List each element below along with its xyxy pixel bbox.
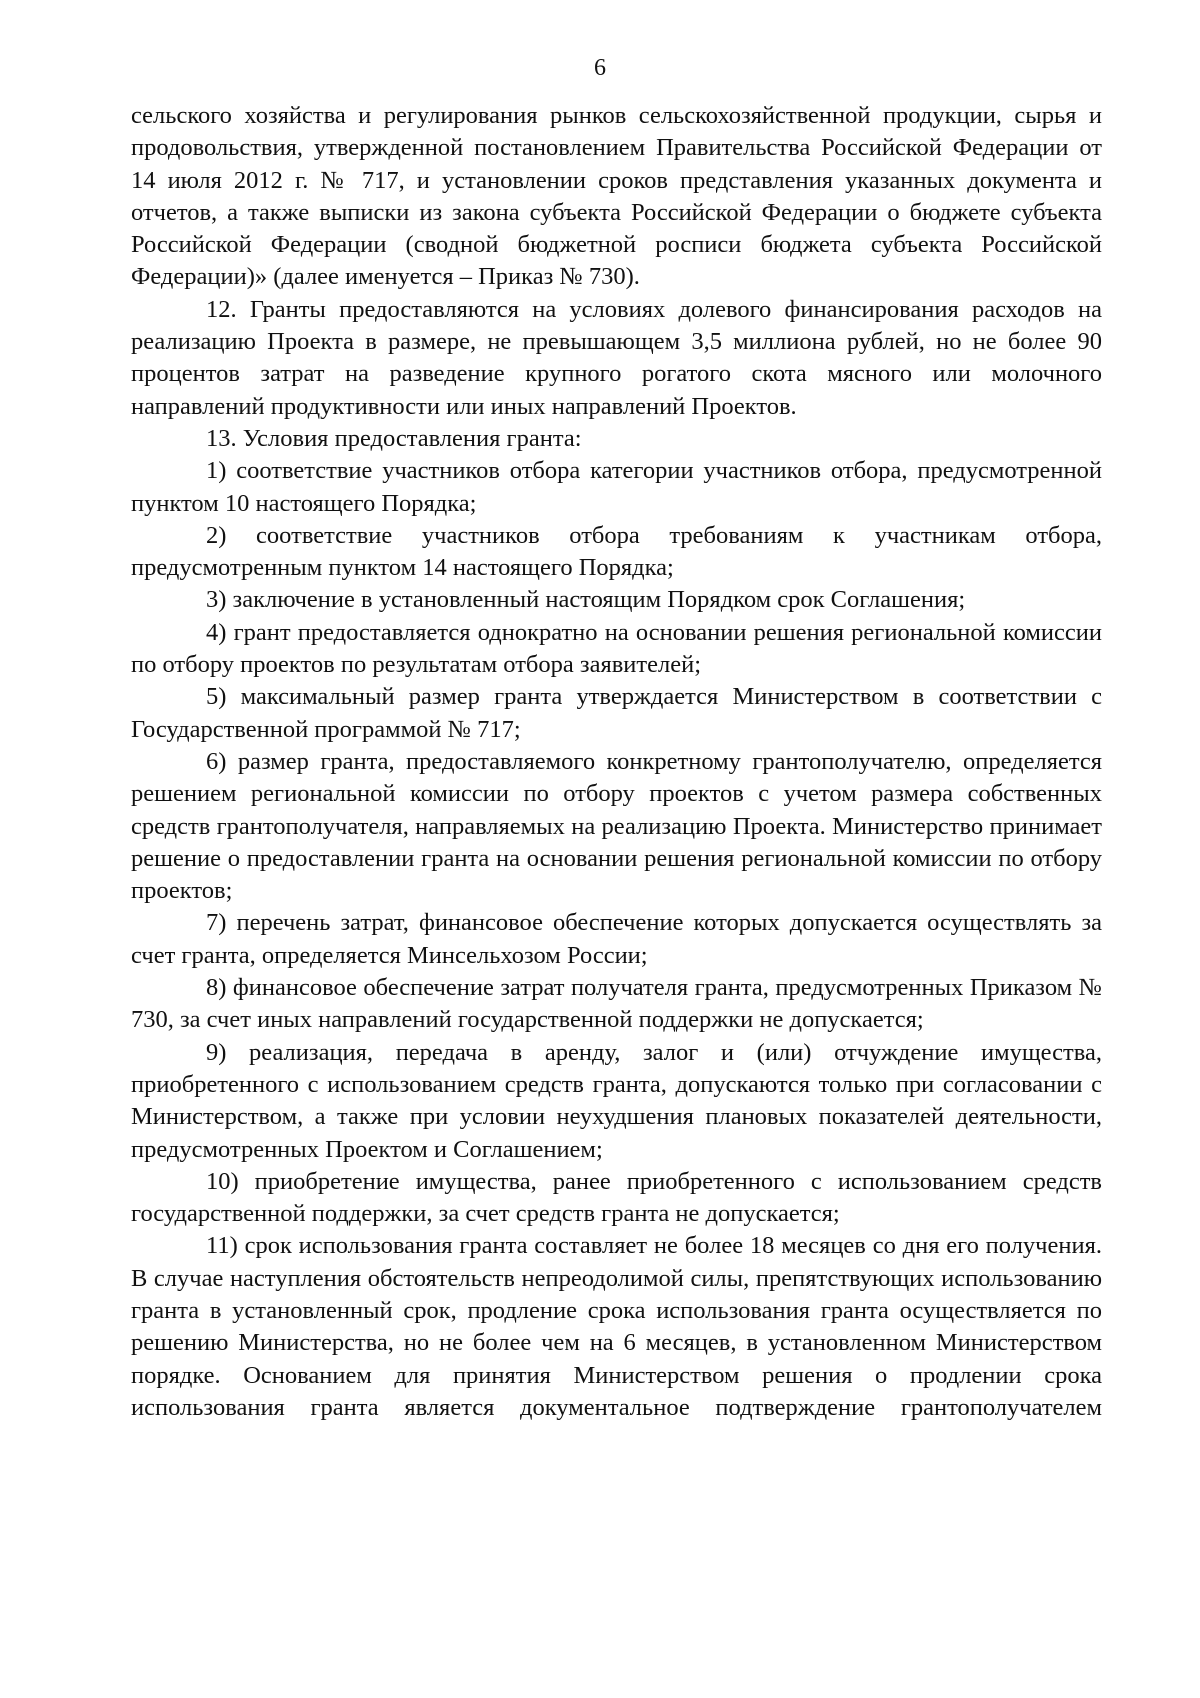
condition-6: 6) размер гранта, предоставляемого конкретному грантополучателю, определяется решением региональной комиссии по отбору проектов с учетом размера собственных средств грантополучателя, направляемых на реализацию Проекта. Министерство принимает решение о предоставлении гранта на основании решения региональной комиссии по отбору проектов;	[131, 747, 1102, 905]
condition-10: 10) приобретение имущества, ранее приобретенного с использованием средств государственной поддержки, за счет средств гранта не допускается;	[131, 1167, 1102, 1228]
condition-11: 11) срок использования гранта составляет не более 18 месяцев со дня его получения. В случае наступления обстоятельств непреодолимой силы, препятствующих использованию гранта в установленный срок, продление срока использования гранта осуществляется по решению Министерства, но не более чем на 6 месяцев, в установленном Министерством порядке. Основанием для принятия Министерством решения о продлении срока использования гранта является документальное подтверждение грантополучателем	[131, 1232, 1102, 1421]
condition-3: 3) заключение в установленный настоящим Порядком срок Соглашения;	[206, 586, 966, 614]
paragraph-12: 12. Гранты предоставляются на условиях долевого финансирования расходов на реализацию Проекта в размере, не превышающем 3,5 миллиона рублей, но не более 90 процентов затрат на разведение крупного рогатого скота мясного или молочного направлений продуктивности или иных направлений Проектов.	[131, 295, 1102, 420]
page-number: 6	[594, 55, 606, 81]
condition-8: 8) финансовое обеспечение затрат получателя гранта, предусмотренных Приказом № 730, за счет иных направлений государственной поддержки не допускается;	[131, 974, 1102, 1034]
condition-1: 1) соответствие участников отбора категории участников отбора, предусмотренной пунктом 10 настоящего Порядка;	[131, 457, 1102, 517]
condition-4: 4) грант предоставляется однократно на основании решения региональной комиссии по отбору проектов по результатам отбора заявителей;	[131, 618, 1102, 679]
paragraph-continuation: сельского хозяйства и регулирования рынков сельскохозяйственной продукции, сырья и продовольствия, утвержденной постановлением Правительства Российской Федерации от 14 июля 2012 г. № 717, и установлении сроков представления указанных документа и отчетов, а также выписки из закона субъекта Российской Федерации о бюджете субъекта Российской Федерации (сводной бюджетной росписи бюджета субъекта Российской Федерации)» (далее именуется – Приказ № 730).	[131, 102, 1102, 291]
condition-9: 9) реализация, передача в аренду, залог и (или) отчуждение имущества, приобретенного с использованием средств гранта, допускаются только при согласовании с Министерством, а также при условии неухудшения плановых показателей деятельности, предусмотренных Проектом и Соглашением;	[131, 1038, 1102, 1163]
condition-2: 2) соответствие участников отбора требованиям к участникам отбора, предусмотренным пунктом 14 настоящего Порядка;	[131, 521, 1102, 582]
condition-7: 7) перечень затрат, финансовое обеспечение которых допускается осуществлять за счет гранта, определяется Минсельхозом России;	[131, 909, 1102, 969]
document-body	[131, 100, 1102, 1424]
condition-5: 5) максимальный размер гранта утверждается Министерством в соответствии с Государственной программой № 717;	[131, 683, 1102, 743]
paragraph-13: 13. Условия предоставления гранта:	[206, 424, 582, 452]
